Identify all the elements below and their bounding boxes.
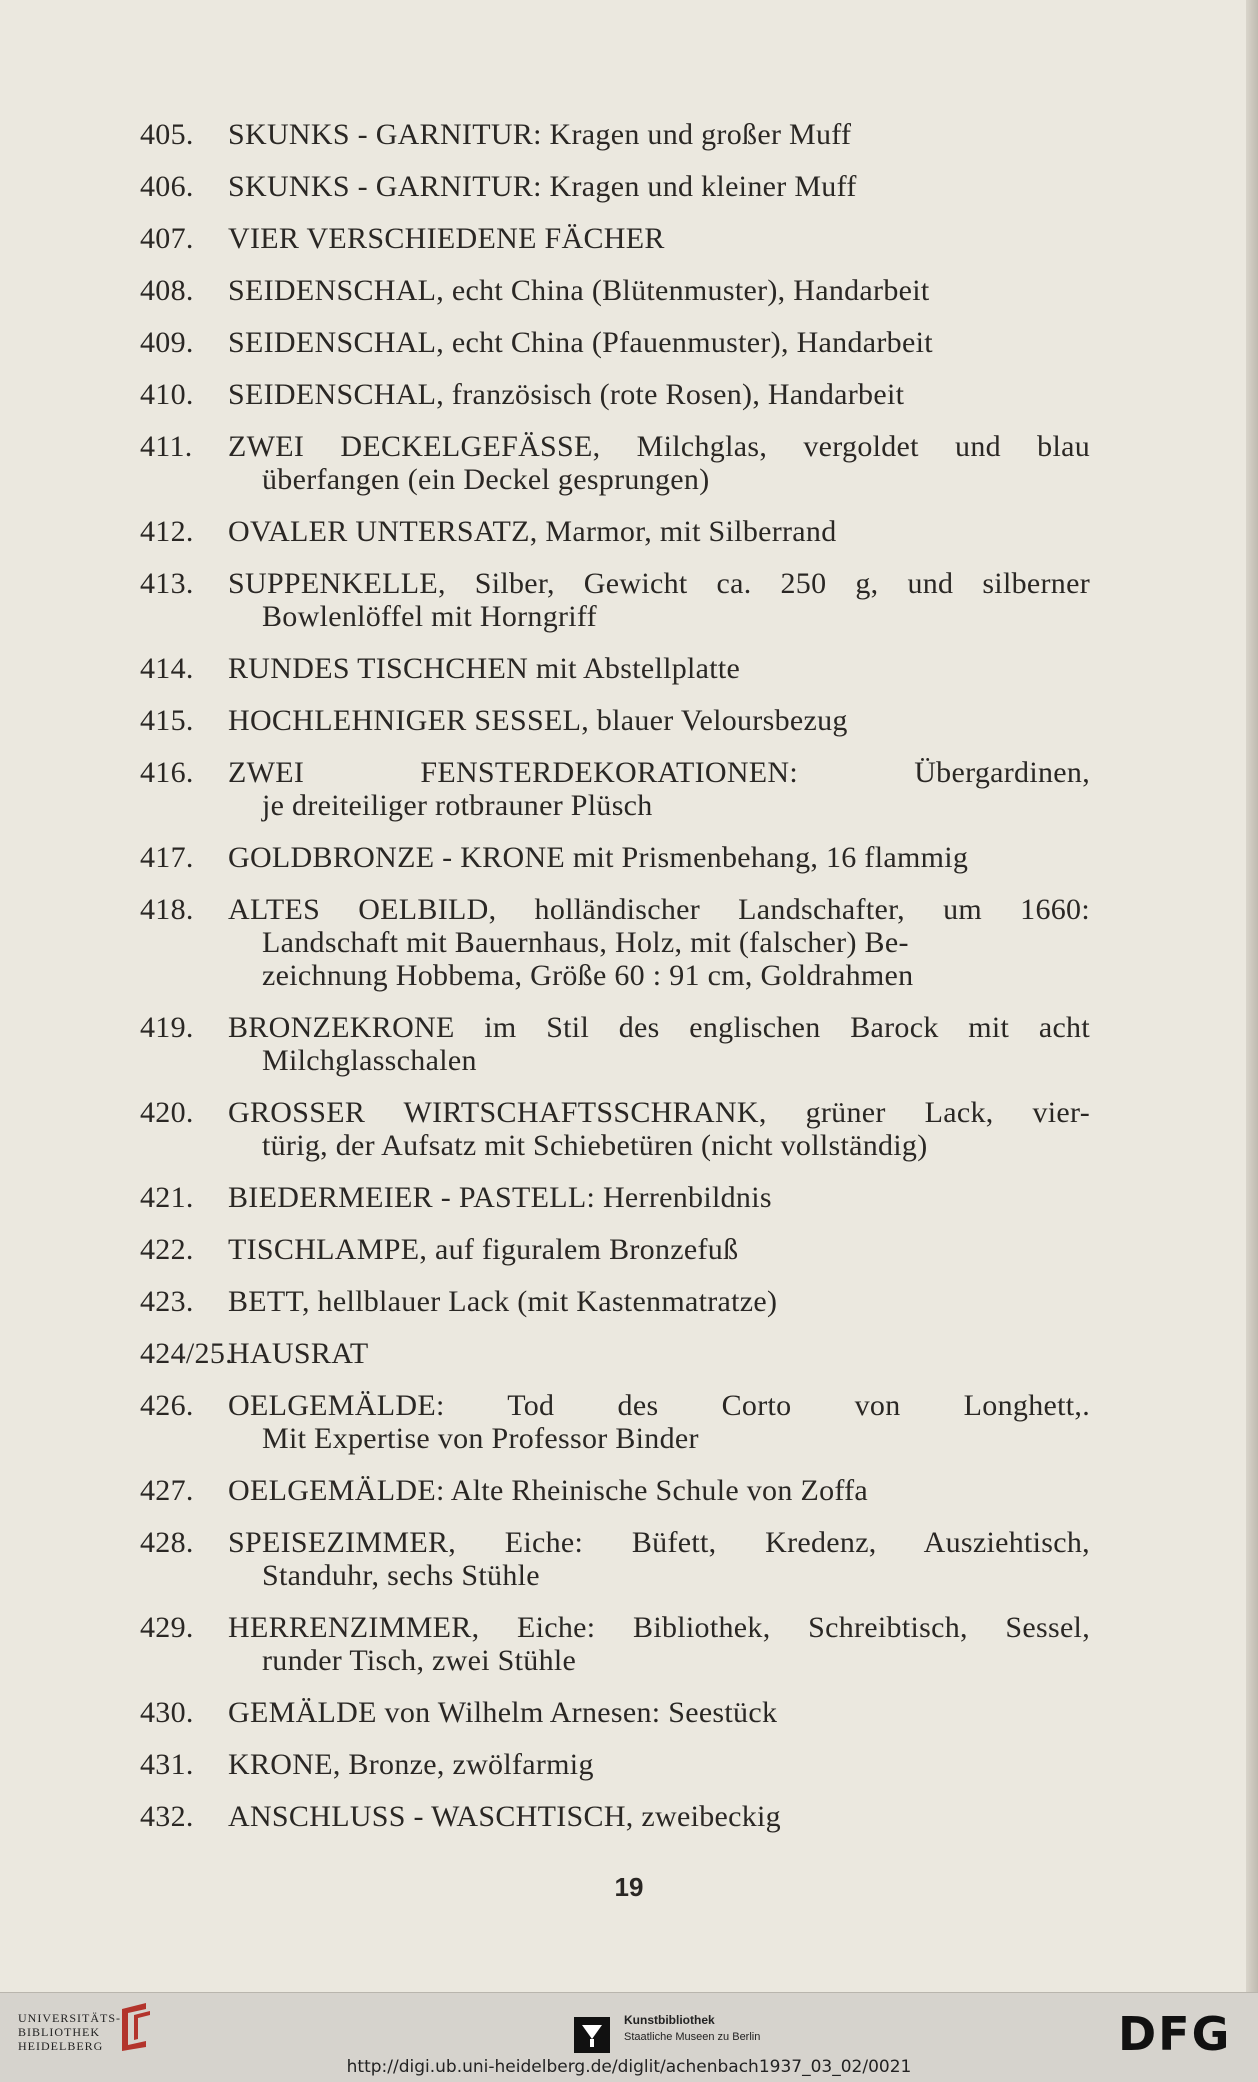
catalog-entry bbox=[140, 1611, 1090, 1677]
entry-text bbox=[228, 430, 1090, 496]
entry-line: TISCHLAMPE, auf figuralem Bronzefuß bbox=[228, 1233, 739, 1266]
catalog-entry bbox=[140, 430, 1090, 496]
entry-text bbox=[228, 326, 1090, 359]
entry-number: 410. bbox=[140, 378, 194, 411]
catalog-entry bbox=[140, 1285, 1090, 1318]
entry-text bbox=[228, 893, 1090, 992]
entry-text bbox=[228, 1181, 1090, 1214]
entry-line: ZWEI DECKELGEFÄSSE, Milchglas, vergoldet und blau bbox=[228, 430, 1090, 463]
catalog-entry bbox=[140, 1748, 1090, 1781]
entry-number: 428. bbox=[140, 1526, 194, 1559]
entry-line: SUPPENKELLE, Silber, Gewicht ca. 250 g, und silberner bbox=[228, 567, 1090, 600]
kunstbibliothek-title: Kunstbibliothek bbox=[624, 2013, 715, 2027]
entry-number: 414. bbox=[140, 652, 194, 685]
entry-text bbox=[228, 567, 1090, 633]
entry-line: SKUNKS - GARNITUR: Kragen und großer Muff bbox=[228, 118, 852, 151]
catalog-entry bbox=[140, 1096, 1090, 1162]
entry-number: 409. bbox=[140, 326, 194, 359]
entry-number: 431. bbox=[140, 1748, 194, 1781]
entry-number: 426. bbox=[140, 1389, 194, 1422]
catalog-entry bbox=[140, 1389, 1090, 1455]
entry-text bbox=[228, 1285, 1090, 1318]
entry-text bbox=[228, 756, 1090, 822]
entry-text bbox=[228, 1800, 1090, 1833]
entry-number: 411. bbox=[140, 430, 193, 463]
catalog-entry bbox=[140, 1696, 1090, 1729]
catalog-entry bbox=[140, 274, 1090, 307]
dfg-logo: DFG bbox=[1118, 2007, 1232, 2061]
entry-line: HERRENZIMMER, Eiche: Bibliothek, Schreibtisch, Sessel, bbox=[228, 1611, 1090, 1644]
entry-number: 422. bbox=[140, 1233, 194, 1266]
entry-continuation-line: Landschaft mit Bauernhaus, Holz, mit (falscher) Be- bbox=[262, 926, 909, 959]
entry-line: BIEDERMEIER - PASTELL: Herrenbildnis bbox=[228, 1181, 772, 1214]
entry-line: SEIDENSCHAL, echt China (Pfauenmuster), Handarbeit bbox=[228, 326, 933, 359]
entry-number: 420. bbox=[140, 1096, 194, 1129]
entry-text bbox=[228, 170, 1090, 203]
entry-continuation-line: türig, der Aufsatz mit Schiebetüren (nicht vollständig) bbox=[262, 1129, 928, 1162]
entry-number: 413. bbox=[140, 567, 194, 600]
entry-number: 430. bbox=[140, 1696, 194, 1729]
university-line-2: BIBLIOTHEK bbox=[18, 2025, 100, 2039]
entry-continuation-line: runder Tisch, zwei Stühle bbox=[262, 1644, 577, 1677]
entry-text bbox=[228, 378, 1090, 411]
catalog-entry bbox=[140, 841, 1090, 874]
catalog-entry bbox=[140, 704, 1090, 737]
entry-line: GOLDBRONZE - KRONE mit Prismenbehang, 16 flammig bbox=[228, 841, 969, 874]
source-url[interactable]: http://digi.ub.uni-heidelberg.de/diglit/achenbach1937_03_02/0021 bbox=[346, 2057, 912, 2077]
catalog-entry bbox=[140, 1011, 1090, 1077]
university-library-label bbox=[18, 2011, 121, 2053]
catalog-entry bbox=[140, 1474, 1090, 1507]
entry-text bbox=[228, 1233, 1090, 1266]
entry-text bbox=[228, 1011, 1090, 1077]
entry-text bbox=[228, 1096, 1090, 1162]
entry-text bbox=[228, 1474, 1090, 1507]
university-line-1: UNIVERSITÄTS- bbox=[18, 2011, 121, 2025]
entry-line: SEIDENSCHAL, echt China (Blütenmuster), Handarbeit bbox=[228, 274, 930, 307]
entry-line: SEIDENSCHAL, französisch (rote Rosen), Handarbeit bbox=[228, 378, 905, 411]
entry-line: ZWEI FENSTERDEKORATIONEN: Übergardinen, bbox=[228, 756, 1090, 789]
catalog-entry bbox=[140, 756, 1090, 822]
entry-text bbox=[228, 1389, 1090, 1455]
catalog-entry bbox=[140, 652, 1090, 685]
page-edge bbox=[1246, 0, 1258, 1992]
university-logo-icon bbox=[116, 2001, 154, 2051]
catalog-entry bbox=[140, 118, 1090, 151]
kunstbibliothek-icon bbox=[574, 2017, 610, 2053]
entry-line: SPEISEZIMMER, Eiche: Büfett, Kredenz, Ausziehtisch, bbox=[228, 1526, 1090, 1559]
entry-text bbox=[228, 118, 1090, 151]
entry-number: 419. bbox=[140, 1011, 194, 1044]
entry-text bbox=[228, 1696, 1090, 1729]
catalog-entry bbox=[140, 1800, 1090, 1833]
entry-line: BETT, hellblauer Lack (mit Kastenmatratze) bbox=[228, 1285, 778, 1318]
entry-line: KRONE, Bronze, zwölfarmig bbox=[228, 1748, 594, 1781]
entry-number: 427. bbox=[140, 1474, 194, 1507]
entry-number: 412. bbox=[140, 515, 194, 548]
entry-line: ANSCHLUSS - WASCHTISCH, zweibeckig bbox=[228, 1800, 781, 1833]
entry-number: 429. bbox=[140, 1611, 194, 1644]
entry-text bbox=[228, 704, 1090, 737]
entry-text bbox=[228, 1748, 1090, 1781]
catalog-entry bbox=[140, 1526, 1090, 1592]
entry-number: 423. bbox=[140, 1285, 194, 1318]
entry-line: GEMÄLDE von Wilhelm Arnesen: Seestück bbox=[228, 1696, 778, 1729]
catalog-entries bbox=[140, 118, 1090, 1852]
kunstbibliothek-subtitle: Staatliche Museen zu Berlin bbox=[624, 2031, 761, 2043]
entry-line: OELGEMÄLDE: Tod des Corto von Longhett,. bbox=[228, 1389, 1090, 1422]
university-line-3: HEIDELBERG bbox=[18, 2039, 104, 2053]
entry-text bbox=[228, 515, 1090, 548]
entry-line: BRONZEKRONE im Stil des englischen Barock mit acht bbox=[228, 1011, 1090, 1044]
catalog-entry bbox=[140, 1233, 1090, 1266]
catalog-entry bbox=[140, 170, 1090, 203]
catalog-entry bbox=[140, 1337, 1090, 1370]
catalog-entry bbox=[140, 222, 1090, 255]
catalog-entry bbox=[140, 378, 1090, 411]
entry-line: VIER VERSCHIEDENE FÄCHER bbox=[228, 222, 665, 255]
entry-text bbox=[228, 1611, 1090, 1677]
entry-continuation-line: überfangen (ein Deckel gesprungen) bbox=[262, 463, 710, 496]
entry-text bbox=[228, 1337, 1090, 1370]
entry-number: 432. bbox=[140, 1800, 194, 1833]
entry-text bbox=[228, 274, 1090, 307]
catalog-entry bbox=[140, 893, 1090, 992]
entry-number: 406. bbox=[140, 170, 194, 203]
entry-line: HAUSRAT bbox=[228, 1337, 369, 1370]
entry-number: 407. bbox=[140, 222, 194, 255]
entry-continuation-line: Milchglasschalen bbox=[262, 1044, 477, 1077]
entry-text bbox=[228, 222, 1090, 255]
digitization-footer bbox=[0, 1992, 1258, 2082]
catalog-entry bbox=[140, 515, 1090, 548]
entry-continuation-line: Standuhr, sechs Stühle bbox=[262, 1559, 540, 1592]
entry-number: 416. bbox=[140, 756, 194, 789]
entry-line: RUNDES TISCHCHEN mit Abstellplatte bbox=[228, 652, 741, 685]
entry-text bbox=[228, 1526, 1090, 1592]
entry-line: OELGEMÄLDE: Alte Rheinische Schule von Zoffa bbox=[228, 1474, 869, 1507]
entry-line: ALTES OELBILD, holländischer Landschafter, um 1660: bbox=[228, 893, 1090, 926]
catalog-entry bbox=[140, 1181, 1090, 1214]
entry-number: 424/25. bbox=[140, 1337, 233, 1370]
entry-continuation-line: je dreiteiliger rotbrauner Plüsch bbox=[262, 789, 653, 822]
entry-line: SKUNKS - GARNITUR: Kragen und kleiner Muff bbox=[228, 170, 857, 203]
entry-continuation-line: Mit Expertise von Professor Binder bbox=[262, 1422, 699, 1455]
entry-continuation-line: Bowlenlöffel mit Horngriff bbox=[262, 600, 597, 633]
entry-number: 415. bbox=[140, 704, 194, 737]
entry-line: GROSSER WIRTSCHAFTSSCHRANK, grüner Lack, vier- bbox=[228, 1096, 1090, 1129]
entry-text bbox=[228, 841, 1090, 874]
entry-number: 418. bbox=[140, 893, 194, 926]
entry-number: 421. bbox=[140, 1181, 194, 1214]
entry-text bbox=[228, 652, 1090, 685]
entry-number: 408. bbox=[140, 274, 194, 307]
page-number: 19 bbox=[614, 1872, 644, 1902]
catalog-entry bbox=[140, 326, 1090, 359]
entry-number: 405. bbox=[140, 118, 194, 151]
entry-continuation-line: zeichnung Hobbema, Größe 60 : 91 cm, Goldrahmen bbox=[262, 959, 914, 992]
catalog-entry bbox=[140, 567, 1090, 633]
entry-line: OVALER UNTERSATZ, Marmor, mit Silberrand bbox=[228, 515, 837, 548]
entry-number: 417. bbox=[140, 841, 194, 874]
entry-line: HOCHLEHNIGER SESSEL, blauer Veloursbezug bbox=[228, 704, 848, 737]
